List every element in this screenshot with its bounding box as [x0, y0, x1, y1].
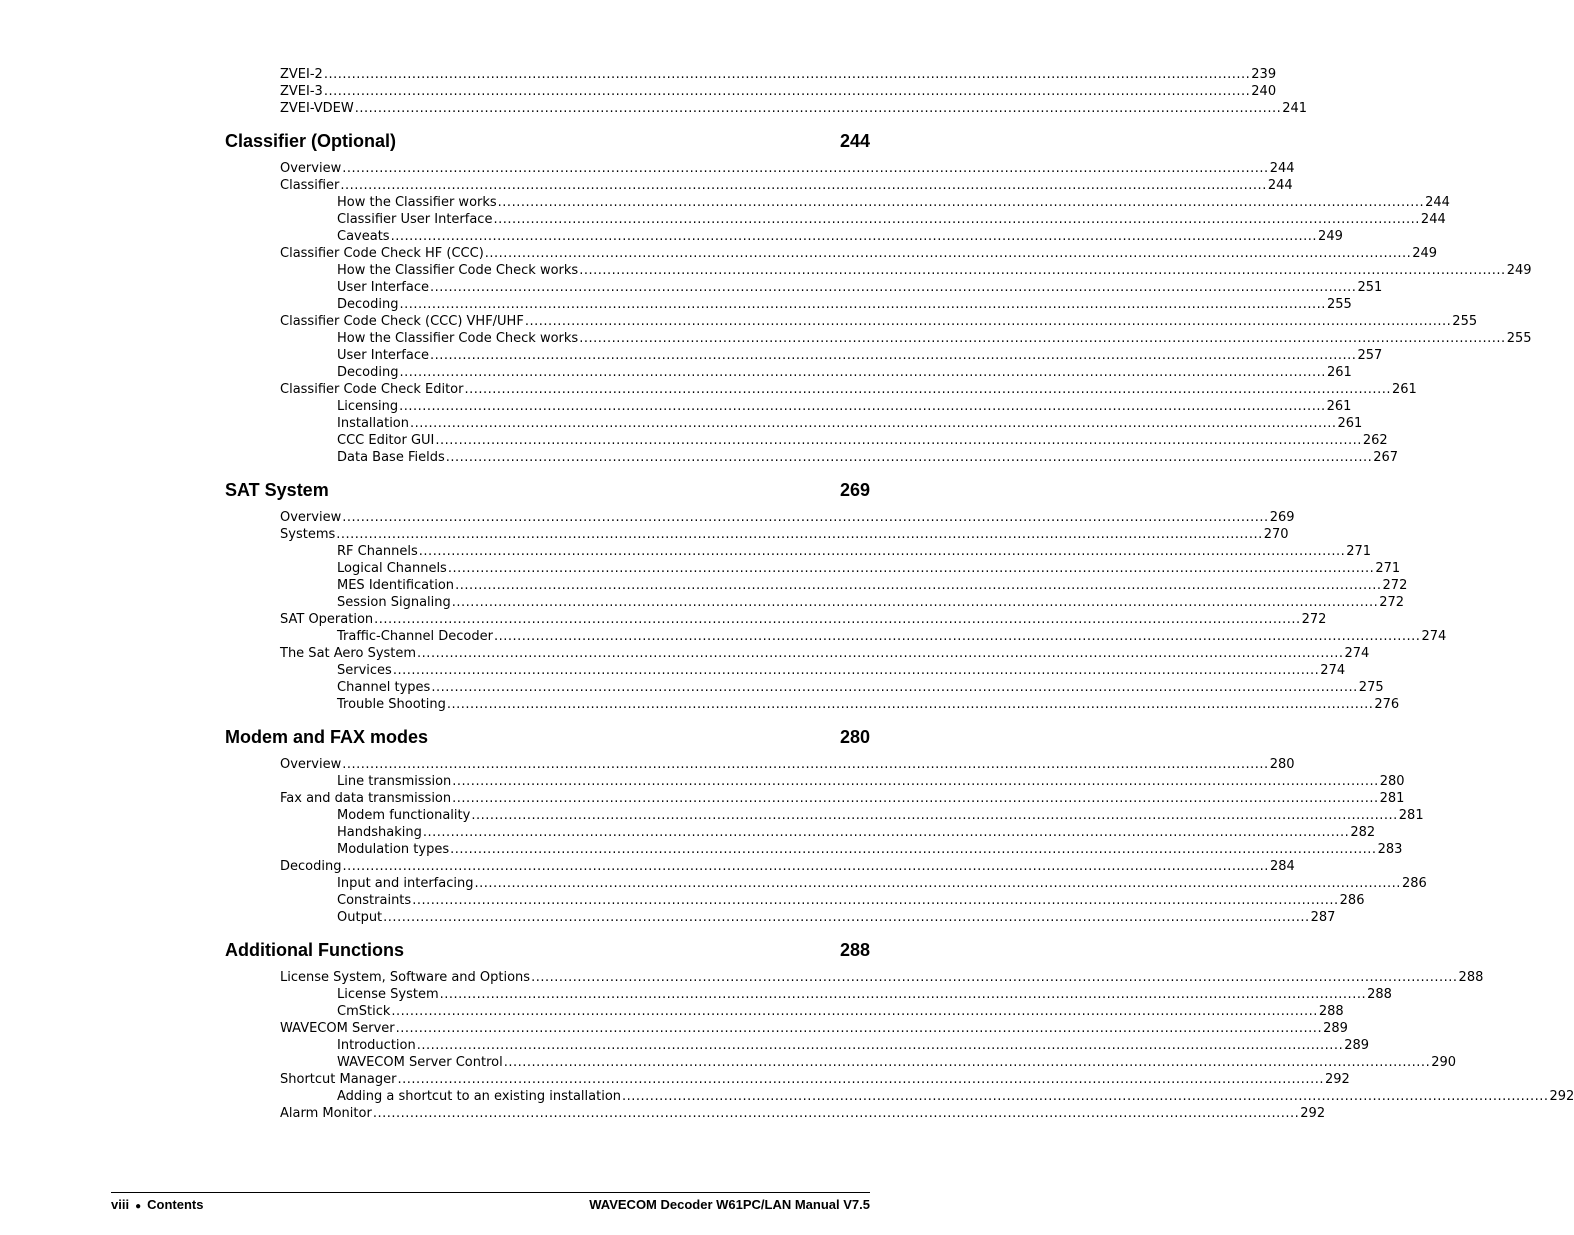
dot-leader: ........................................................................................................................................................................................................	[410, 416, 1337, 431]
dot-leader: ........................................................................................................................................................................................................	[340, 178, 1267, 193]
dot-leader: ........................................................................................................................................................................................................	[374, 612, 1301, 627]
section-heading-page: 269	[839, 480, 870, 500]
toc-entry-label: Classifier User Interface	[337, 212, 493, 227]
toc-entry-page: 292	[1549, 1089, 1574, 1104]
section-heading-page: 244	[839, 131, 870, 151]
toc-subentry[interactable]	[337, 364, 1352, 381]
dot-leader: ........................................................................................................................................................................................................	[323, 84, 1251, 99]
toc-entry-label: Traffic-Channel Decoder	[337, 629, 493, 644]
toc-subentry[interactable]	[337, 773, 1405, 790]
toc-entry-page: 292	[1300, 1106, 1326, 1121]
toc-subentry[interactable]	[337, 432, 1388, 449]
toc-entry-page: 249	[1412, 246, 1438, 261]
toc-subentry[interactable]	[337, 347, 1383, 364]
toc-subentry[interactable]	[337, 449, 1399, 466]
toc-subentry[interactable]	[337, 560, 1401, 577]
toc-subentry[interactable]	[337, 211, 1446, 228]
toc-entry-page: 262	[1362, 433, 1388, 448]
dot-leader: ........................................................................................................................................................................................................	[484, 246, 1412, 261]
toc-entry-label: Decoding	[337, 297, 399, 312]
toc-entry-page: 271	[1346, 544, 1372, 559]
dot-leader: ........................................................................................................................................................................................................	[429, 280, 1357, 295]
toc-entry-page: 276	[1374, 697, 1400, 712]
toc-subentry[interactable]	[337, 1003, 1344, 1020]
toc-subentry[interactable]	[337, 543, 1372, 560]
toc-subentry[interactable]	[337, 875, 1427, 892]
toc-entry-page: 274	[1421, 629, 1447, 644]
toc-subentry[interactable]	[337, 398, 1352, 415]
toc-entry-label: License System	[337, 987, 439, 1002]
toc-subentry[interactable]	[337, 577, 1408, 594]
toc-entry-label: Services	[337, 663, 392, 678]
toc-entry-page: 283	[1377, 842, 1403, 857]
toc-subentry[interactable]	[337, 279, 1383, 296]
dot-leader: ........................................................................................................................................................................................................	[391, 1004, 1318, 1019]
toc-entry-page: 269	[1269, 510, 1295, 525]
toc-subentry[interactable]	[337, 296, 1352, 313]
toc-subentry[interactable]	[337, 1054, 1457, 1071]
toc-entry-label: Output	[337, 910, 383, 925]
dot-leader: ........................................................................................................................................................................................................	[450, 842, 1377, 857]
toc-entry-page: 281	[1379, 791, 1405, 806]
toc-entry-page: 261	[1391, 382, 1417, 397]
toc-entry-label: MES Identification	[337, 578, 455, 593]
toc-entry-page: 257	[1357, 348, 1383, 363]
dot-leader: ........................................................................................................................................................................................................	[464, 382, 1391, 397]
toc-entry-label: Installation	[337, 416, 410, 431]
toc-entry[interactable]	[280, 1020, 1348, 1037]
dot-leader: ........................................................................................................................................................................................................	[390, 229, 1318, 244]
toc-entry-label: Licensing	[337, 399, 399, 414]
toc-entry-page: 280	[1269, 757, 1295, 772]
toc-subentry[interactable]	[337, 909, 1336, 926]
toc-entry[interactable]	[280, 83, 1277, 100]
toc-entry-label: Modem functionality	[337, 808, 471, 823]
toc-subentry[interactable]	[337, 824, 1376, 841]
toc-entry-page: 274	[1344, 646, 1370, 661]
toc-subentry[interactable]	[337, 807, 1424, 824]
toc-entry-label: Caveats	[337, 229, 390, 244]
toc-entry-label: ZVEI-VDEW	[280, 101, 354, 116]
dot-leader: ........................................................................................................................................................................................................	[447, 561, 1375, 576]
dot-leader: ........................................................................................................................................................................................................	[493, 629, 1421, 644]
dot-leader: ........................................................................................................................................................................................................	[493, 212, 1420, 227]
toc-entry-label: Classifier Code Check Editor	[280, 382, 464, 397]
toc-entry-page: 286	[1339, 893, 1365, 908]
dot-leader: ........................................................................................................................................................................................................	[451, 595, 1379, 610]
toc-entry[interactable]	[280, 526, 1289, 543]
dot-leader: ........................................................................................................................................................................................................	[474, 876, 1401, 891]
dot-leader: ........................................................................................................................................................................................................	[336, 527, 1263, 542]
toc-entry-page: 239	[1251, 67, 1277, 82]
toc-entry-label: Handshaking	[337, 825, 422, 840]
dot-leader: ........................................................................................................................................................................................................	[418, 544, 1346, 559]
toc-entry[interactable]	[280, 858, 1295, 875]
toc-entry-page: 284	[1269, 859, 1295, 874]
toc-entry-label: CCC Editor GUI	[337, 433, 435, 448]
dot-leader: ........................................................................................................................................................................................................	[397, 1072, 1324, 1087]
toc-entry[interactable]	[280, 66, 1277, 83]
toc-entry-page: 249	[1506, 263, 1532, 278]
toc-entry-label: Logical Channels	[337, 561, 447, 576]
toc-entry-label: SAT Operation	[280, 612, 374, 627]
dot-leader: ........................................................................................................................................................................................................	[452, 774, 1379, 789]
toc-entry[interactable]	[280, 645, 1370, 662]
dot-leader: ........................................................................................................................................................................................................	[452, 791, 1379, 806]
dot-leader: ........................................................................................................................................................................................................	[431, 680, 1358, 695]
toc-entry-label: Data Base Fields	[337, 450, 445, 465]
toc-entry-page: 244	[1267, 178, 1293, 193]
toc-entry-page: 290	[1431, 1055, 1457, 1070]
toc-entry[interactable]	[280, 100, 1308, 117]
toc-entry-label: Fax and data transmission	[280, 791, 452, 806]
toc-entry-page: 261	[1337, 416, 1363, 431]
dot-leader: ........................................................................................................................................................................................................	[579, 263, 1506, 278]
dot-leader: ........................................................................................................................................................................................................	[445, 450, 1373, 465]
toc-subentry[interactable]	[337, 594, 1405, 611]
toc-entry-label: Shortcut Manager	[280, 1072, 397, 1087]
toc-entry-page: 255	[1326, 297, 1352, 312]
toc-entry-page: 270	[1263, 527, 1289, 542]
footer-manual-title: WAVECOM Decoder W61PC/LAN Manual V7.5	[589, 1197, 870, 1212]
toc-entry-page: 282	[1350, 825, 1376, 840]
toc-entry-page: 244	[1425, 195, 1450, 210]
toc-entry-label: Decoding	[337, 365, 399, 380]
toc-subentry[interactable]	[337, 1037, 1370, 1054]
footer-divider	[111, 1192, 870, 1193]
dot-leader: ........................................................................................................................................................................................................	[435, 433, 1362, 448]
toc-entry-label: Channel types	[337, 680, 431, 695]
toc-entry-label: Constraints	[337, 893, 412, 908]
toc-entry[interactable]	[280, 969, 1484, 986]
section-heading-page: 288	[839, 940, 870, 960]
toc-subentry[interactable]	[337, 628, 1447, 645]
toc-entry-label: WAVECOM Server	[280, 1021, 395, 1036]
toc-subentry[interactable]	[337, 986, 1392, 1003]
toc-entry-page: 274	[1320, 663, 1346, 678]
toc-entry-page: 255	[1452, 314, 1478, 329]
toc-entry-page: 244	[1420, 212, 1446, 227]
dot-leader: ........................................................................................................................................................................................................	[455, 578, 1382, 593]
toc-entry-label: Line transmission	[337, 774, 452, 789]
toc-entry-page: 280	[1379, 774, 1405, 789]
toc-entry-page: 261	[1326, 399, 1352, 414]
toc-entry-label: Overview	[280, 757, 342, 772]
toc-subentry[interactable]	[337, 194, 1450, 211]
dot-leader: ........................................................................................................................................................................................................	[383, 910, 1310, 925]
toc-entry-label: How the Classifier Code Check works	[337, 331, 579, 346]
toc-entry-page: 289	[1344, 1038, 1370, 1053]
toc-entry-page: 286	[1401, 876, 1427, 891]
toc-entry[interactable]	[280, 177, 1293, 194]
toc-entry-label: Overview	[280, 161, 342, 176]
dot-leader: ........................................................................................................................................................................................................	[417, 646, 1344, 661]
toc-entry-page: 271	[1375, 561, 1401, 576]
section-heading[interactable]	[225, 725, 870, 749]
toc-entry-label: RF Channels	[337, 544, 418, 559]
toc-subentry[interactable]	[337, 330, 1532, 347]
toc-entry[interactable]	[280, 790, 1405, 807]
toc-subentry[interactable]	[337, 1088, 1574, 1105]
section-heading-title: SAT System	[225, 480, 329, 500]
dot-leader: ........................................................................................................................................................................................................	[503, 1055, 1431, 1070]
dot-leader: ........................................................................................................................................................................................................	[342, 161, 1269, 176]
dot-leader: ........................................................................................................................................................................................................	[531, 970, 1458, 985]
toc-entry[interactable]	[280, 313, 1478, 330]
toc-entry-label: User Interface	[337, 280, 429, 295]
toc-subentry[interactable]	[337, 679, 1384, 696]
toc-subentry[interactable]	[337, 415, 1363, 432]
toc-entry-label: Classifier Code Check HF (CCC)	[280, 246, 484, 261]
toc-entry-page: 292	[1324, 1072, 1350, 1087]
section-heading-page: 280	[839, 727, 870, 747]
toc-entry-label: How the Classifier works	[337, 195, 497, 210]
toc-entry[interactable]	[280, 756, 1295, 773]
toc-entry-label: Classifier	[280, 178, 340, 193]
dot-leader: ........................................................................................................................................................................................................	[395, 1021, 1323, 1036]
toc-entry[interactable]	[280, 245, 1438, 262]
dot-leader: ........................................................................................................................................................................................................	[622, 1089, 1549, 1104]
toc-entry[interactable]	[280, 1071, 1350, 1088]
dot-leader: ........................................................................................................................................................................................................	[497, 195, 1425, 210]
toc-entry-page: 288	[1458, 970, 1484, 985]
section-heading-title: Classifier (Optional)	[225, 131, 397, 151]
toc-entry-page: 288	[1318, 1004, 1344, 1019]
toc-entry-label: Systems	[280, 527, 336, 542]
toc-entry-page: 255	[1506, 331, 1532, 346]
dot-leader: ........................................................................................................................................................................................................	[579, 331, 1506, 346]
toc-entry-page: 244	[1269, 161, 1295, 176]
dot-leader: ........................................................................................................................................................................................................	[471, 808, 1398, 823]
toc-subentry[interactable]	[337, 262, 1532, 279]
toc-entry[interactable]	[280, 381, 1417, 398]
toc-subentry[interactable]	[337, 892, 1365, 909]
toc-entry-label: CmStick	[337, 1004, 391, 1019]
toc-entry-label: Adding a shortcut to an existing installation	[337, 1089, 622, 1104]
toc-entry-page: 287	[1310, 910, 1336, 925]
section-heading-title: Modem and FAX modes	[225, 727, 429, 747]
toc-entry-label: Session Signaling	[337, 595, 451, 610]
toc-entry[interactable]	[280, 160, 1295, 177]
toc-entry-label: Trouble Shooting	[337, 697, 446, 712]
toc-entry-label: Input and interfacing	[337, 876, 474, 891]
footer-page-number: viii	[111, 1197, 130, 1212]
toc-subentry[interactable]	[337, 662, 1346, 679]
toc-entry-page: 249	[1318, 229, 1343, 244]
toc-entry-label: The Sat Aero System	[280, 646, 417, 661]
dot-leader: ........................................................................................................................................................................................................	[392, 663, 1320, 678]
dot-leader: ........................................................................................................................................................................................................	[342, 510, 1269, 525]
toc-entry[interactable]	[280, 1105, 1326, 1122]
toc-subentry[interactable]	[337, 841, 1403, 858]
section-heading[interactable]	[225, 938, 870, 962]
toc-entry-label: Introduction	[337, 1038, 416, 1053]
dot-leader: ........................................................................................................................................................................................................	[372, 1106, 1300, 1121]
toc-entry-page: 251	[1357, 280, 1383, 295]
dot-leader: ........................................................................................................................................................................................................	[342, 757, 1269, 772]
toc-entry-label: WAVECOM Server Control	[337, 1055, 503, 1070]
toc-entry-page: 275	[1358, 680, 1384, 695]
toc-subentry[interactable]	[337, 228, 1343, 245]
dot-leader: ........................................................................................................................................................................................................	[399, 365, 1326, 380]
toc-entry-page: 289	[1323, 1021, 1348, 1036]
toc-entry-page: 267	[1373, 450, 1399, 465]
toc-subentry[interactable]	[337, 696, 1400, 713]
toc-entry-page: 288	[1367, 987, 1392, 1002]
toc-entry-label: Modulation types	[337, 842, 450, 857]
dot-leader: ........................................................................................................................................................................................................	[416, 1038, 1344, 1053]
dot-leader: ........................................................................................................................................................................................................	[342, 859, 1269, 874]
toc-entry-label: Decoding	[280, 859, 342, 874]
section-heading-title: Additional Functions	[225, 940, 404, 960]
toc-entry[interactable]	[280, 611, 1327, 628]
toc-entry-label: ZVEI-3	[280, 84, 323, 99]
dot-leader: ........................................................................................................................................................................................................	[524, 314, 1452, 329]
dot-leader: ........................................................................................................................................................................................................	[354, 101, 1282, 116]
toc-entry-label: Classifier Code Check (CCC) VHF/UHF	[280, 314, 524, 329]
toc-entry-label: User Interface	[337, 348, 429, 363]
toc-entry-label: How the Classifier Code Check works	[337, 263, 579, 278]
toc-entry-label: Alarm Monitor	[280, 1106, 372, 1121]
dot-leader: ........................................................................................................................................................................................................	[422, 825, 1350, 840]
toc-entry-label: License System, Software and Options	[280, 970, 531, 985]
dot-leader: ........................................................................................................................................................................................................	[399, 399, 1326, 414]
toc-entry-page: 272	[1379, 595, 1405, 610]
dot-leader: ........................................................................................................................................................................................................	[429, 348, 1357, 363]
toc-entry-label: Overview	[280, 510, 342, 525]
toc-entry[interactable]	[280, 509, 1295, 526]
section-heading[interactable]	[225, 129, 870, 153]
dot-leader: ........................................................................................................................................................................................................	[399, 297, 1326, 312]
toc-entry-page: 281	[1398, 808, 1424, 823]
toc-entry-page: 261	[1326, 365, 1352, 380]
bullet-icon: ●	[135, 1201, 142, 1212]
section-heading[interactable]	[225, 478, 870, 502]
dot-leader: ........................................................................................................................................................................................................	[439, 987, 1367, 1002]
dot-leader: ........................................................................................................................................................................................................	[446, 697, 1374, 712]
toc-entry-page: 241	[1282, 101, 1308, 116]
toc-entry-page: 272	[1301, 612, 1327, 627]
dot-leader: ........................................................................................................................................................................................................	[412, 893, 1339, 908]
footer-left	[111, 1196, 203, 1215]
dot-leader: ........................................................................................................................................................................................................	[323, 67, 1251, 82]
toc-entry-page: 240	[1251, 84, 1277, 99]
toc-entry-page: 272	[1382, 578, 1408, 593]
toc-entry-label: ZVEI-2	[280, 67, 323, 82]
footer-section: Contents	[147, 1197, 204, 1212]
